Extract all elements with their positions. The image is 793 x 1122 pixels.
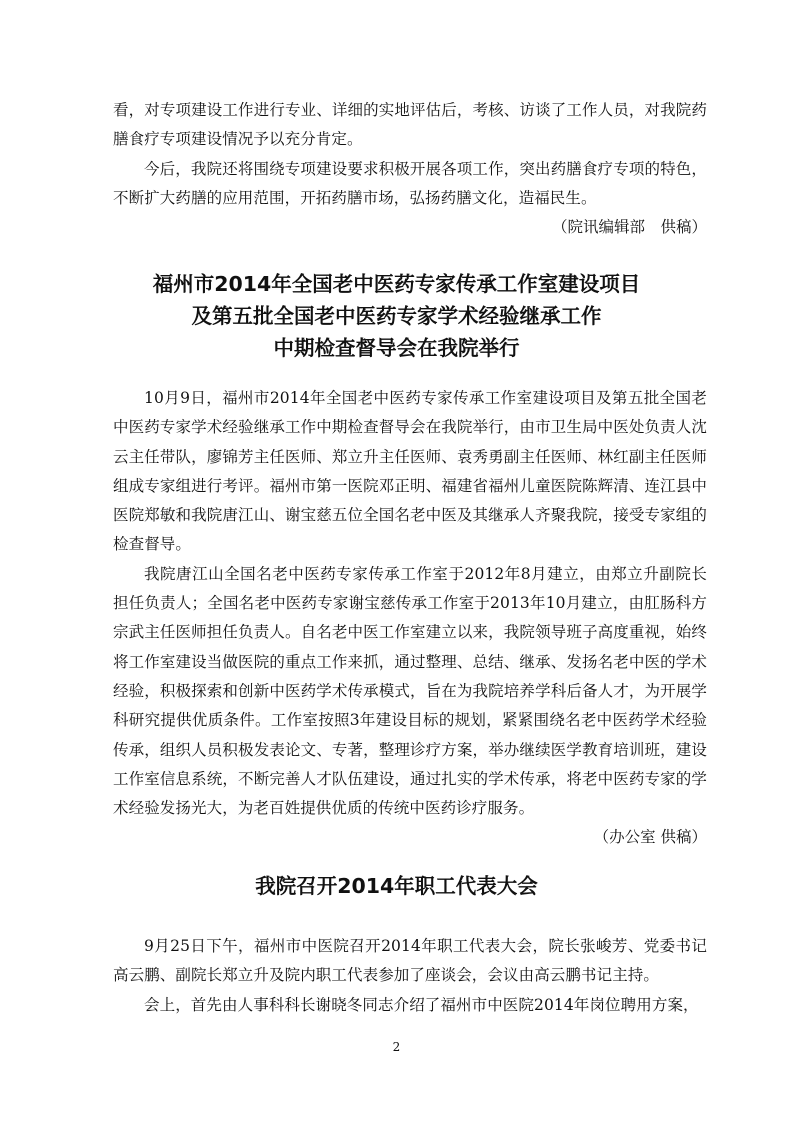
- article-title: [90, 268, 703, 364]
- article-title-line: 中期检查督导会在我院举行: [273, 336, 520, 360]
- article-credit: （办公室 供稿）: [593, 828, 707, 847]
- article-body: [113, 932, 707, 1020]
- article-title: 我院召开2014年职工代表大会: [255, 874, 538, 898]
- body-paragraph: 看，对专项建设工作进行专业、详细的实地评估后，考核、访谈了工作人员，对我院药膳食疗专项建设情况予以充分肯定。: [113, 101, 707, 149]
- body-paragraph: 会上，首先由人事科科长谢晓冬同志介绍了福州市中医院2014年岗位聘用方案，: [144, 995, 699, 1014]
- article-body: [113, 384, 707, 853]
- body-paragraph: 我院唐江山全国名老中医药专家传承工作室于2012年8月建立，由郑立升副院长担任负责人；全国名老中医药专家谢宝慈传承工作室于2013年10月建立，由肛肠科方宗武主任医师担任负责人。自名老中医工作室建立以来，我院领导班子高度重视，始终将工作室建设当做医院的重点工作来抓，通过整理、总结、继承、发扬名老中医的学术经验，积极探索和创新中医药学术传承模式，旨在为我院培养学科后备人才，为开展学科研究提供优质条件。工作室按照3年建设目标的规划，紧紧围绕名老中医药学术经验传承，组织人员积极发表论文、专著，整理诊疗方案，举办继续医学教育培训班，建设工作室信息系统，不断完善人才队伍建设，通过扎实的学术传承，将老中医药专家的学术经验发扬光大，为老百姓提供优质的传统中医药诊疗服务。: [113, 564, 707, 818]
- article-title-line: 及第五批全国老中医药专家学术经验继承工作: [191, 304, 602, 328]
- body-paragraph: 9月25日下午，福州市中医院召开2014年职工代表大会，院长张峻芳、党委书记高云鹏、副院长郑立升及院内职工代表参加了座谈会，会议由高云鹏书记主持。: [113, 937, 707, 985]
- body-paragraph: 今后，我院还将围绕专项建设要求积极开展各项工作，突出药膳食疗专项的特色，不断扩大药膳的应用范围，开拓药膳市场，弘扬药膳文化，造福民生。: [113, 159, 707, 207]
- article-credit: （院讯编辑部 供稿）: [551, 218, 707, 237]
- article-title-line: 福州市2014年全国老中医药专家传承工作室建设项目: [152, 272, 641, 296]
- body-paragraph: 10月9日，福州市2014年全国老中医药专家传承工作室建设项目及第五批全国老中医药专家学术经验继承工作中期检查督导会在我院举行，由市卫生局中医处负责人沈云主任带队，廖锦芳主任医师、郑立升主任医师、袁秀勇副主任医师、林红副主任医师组成专家组进行考评。福州市第一医院邓正明、福建省福州儿童医院陈辉清、连江县中医院郑敏和我院唐江山、谢宝慈五位全国名老中医及其继承人齐聚我院，接受专家组的检查督导。: [113, 389, 707, 554]
- page-number: 2: [392, 1040, 401, 1054]
- continued-section: [113, 96, 707, 242]
